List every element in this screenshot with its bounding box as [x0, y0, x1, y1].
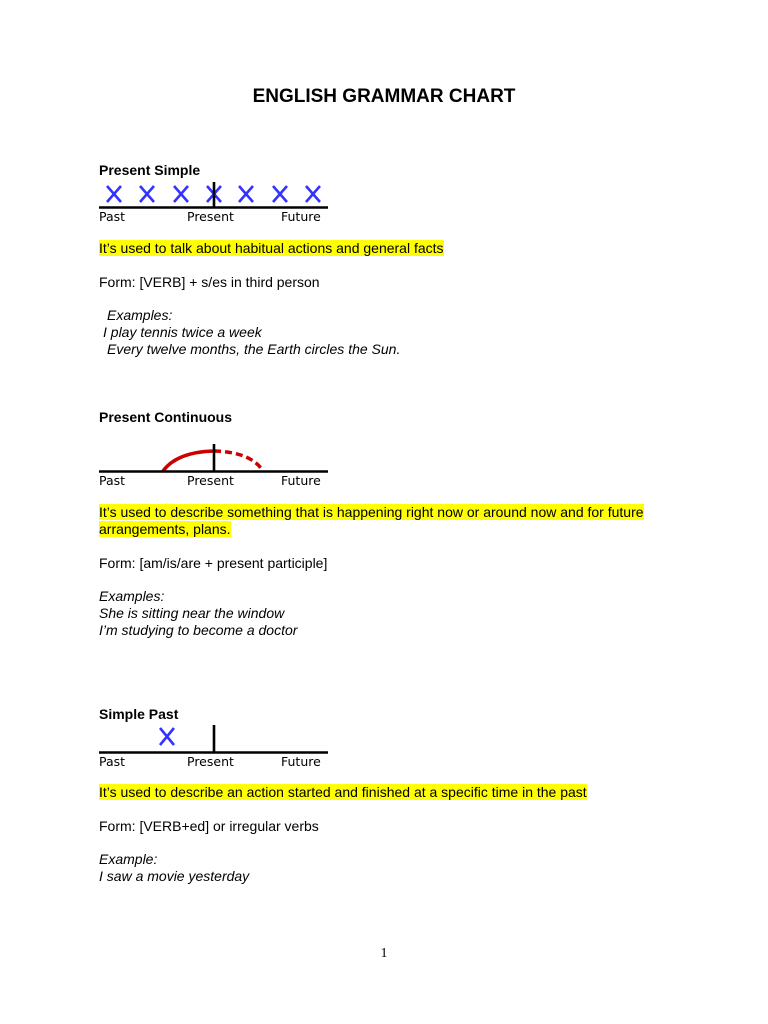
form-simple-past: Form: [VERB+ed] or irregular verbs: [99, 818, 319, 834]
examples-label-present-continuous: Examples:: [99, 588, 165, 604]
section-heading-present-simple: Present Simple: [99, 162, 201, 178]
timeline-label-past: Past: [99, 473, 126, 486]
timeline-present-continuous: [99, 444, 329, 486]
example-item: She is sitting near the window: [99, 605, 285, 621]
example-item: I play tennis twice a week: [103, 324, 262, 340]
usage-present-continuous-line1: It’s used to describe something that is happening right now or around now and for future: [99, 504, 644, 520]
timeline-present-simple: [99, 181, 329, 223]
examples-label-simple-past: Example:: [99, 851, 158, 867]
form-present-simple: Form: [VERB] + s/es in third person: [99, 274, 320, 290]
usage-present-continuous-line2: arrangements, plans.: [99, 521, 231, 537]
timeline-label-future: Future: [281, 209, 321, 223]
example-item: I saw a movie yesterday: [99, 868, 250, 884]
timeline-label-past: Past: [99, 754, 126, 767]
examples-label-present-simple: Examples:: [107, 307, 173, 323]
timeline-label-future: Future: [281, 754, 321, 767]
page-number: 1: [380, 946, 388, 961]
page-title: ENGLISH GRAMMAR CHART: [252, 86, 516, 107]
single-x-mark: [160, 728, 174, 745]
timeline-simple-past: [99, 725, 329, 767]
example-item: Every twelve months, the Earth circles the Sun.: [107, 341, 401, 357]
usage-simple-past: It’s used to describe an action started and finished at a specific time in the past: [99, 784, 587, 800]
section-heading-present-continuous: Present Continuous: [99, 409, 233, 425]
section-heading-simple-past: Simple Past: [99, 706, 179, 722]
form-present-continuous: Form: [am/is/are + present participle]: [99, 555, 328, 571]
usage-present-simple: It’s used to talk about habitual actions and general facts: [99, 240, 444, 256]
example-item: I’m studying to become a doctor: [99, 622, 298, 638]
timeline-label-future: Future: [281, 473, 321, 486]
timeline-label-past: Past: [99, 209, 126, 223]
timeline-label-present: Present: [187, 209, 234, 223]
timeline-label-present: Present: [187, 473, 234, 486]
timeline-label-present: Present: [187, 754, 234, 767]
